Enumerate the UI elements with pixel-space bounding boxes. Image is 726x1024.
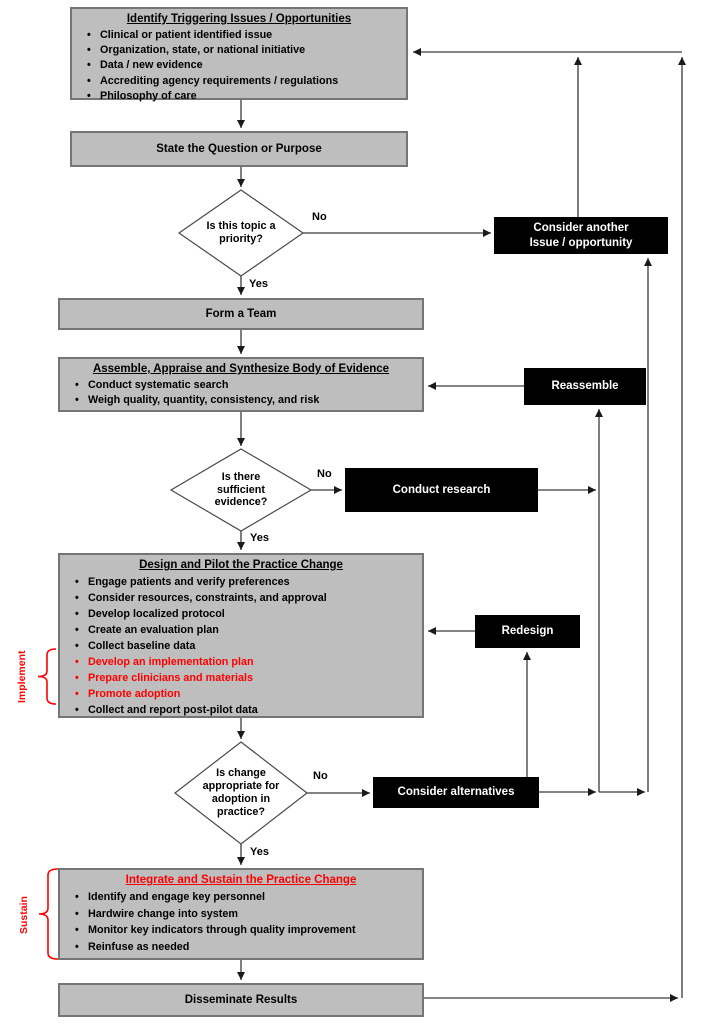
design-pilot-box-title: Design and Pilot the Practice Change <box>139 559 343 571</box>
disseminate-label: Disseminate Results <box>184 994 298 1006</box>
no-label-priority: No <box>312 211 327 223</box>
bullet-item: • Collect and report post-pilot data <box>73 702 416 718</box>
no-label-adoption: No <box>313 770 328 782</box>
identify-box <box>70 7 408 100</box>
priority-diamond-label: Is this topic a priority? <box>206 220 276 245</box>
conduct-research-label: Conduct research <box>392 483 491 496</box>
bullet-item: • Accrediting agency requirements / regulations <box>85 74 400 89</box>
bullet-item: • Hardwire change into system <box>73 906 416 923</box>
assemble-bullets <box>60 377 422 408</box>
bullet-item: • Promote adoption <box>73 686 416 702</box>
no-label-evidence: No <box>317 468 332 480</box>
integrate-sustain-bullets <box>60 888 422 955</box>
bullet-item: • Prepare clinicians and materials <box>73 670 416 686</box>
bullet-item: • Organization, state, or national initiative <box>85 43 400 58</box>
integrate-sustain-box <box>58 868 424 960</box>
bullet-item: • Clinical or patient identified issue <box>85 28 400 43</box>
reassemble-box <box>524 368 646 405</box>
design-pilot-box <box>58 553 424 718</box>
implement-phase-label: Implement <box>16 650 28 704</box>
form-team-box <box>58 298 424 330</box>
reassemble-label: Reassemble <box>551 380 619 393</box>
conduct-research-box <box>345 468 538 512</box>
state-question-label: State the Question or Purpose <box>156 143 322 155</box>
bullet-item: • Create an evaluation plan <box>73 622 416 638</box>
bullet-item: • Develop an implementation plan <box>73 654 416 670</box>
consider-another-line1: Consider another <box>533 222 629 235</box>
bullet-item: • Conduct systematic search <box>73 378 416 393</box>
yes-label-evidence: Yes <box>250 532 269 544</box>
integrate-sustain-box-title: Integrate and Sustain the Practice Change <box>125 874 357 886</box>
assemble-box-title: Assemble, Appraise and Synthesize Body of Evidence <box>92 363 390 375</box>
bullet-item: • Data / new evidence <box>85 58 400 73</box>
redesign-label: Redesign <box>501 625 554 638</box>
redesign-box <box>475 615 580 648</box>
consider-alternatives-box <box>373 777 539 808</box>
adoption-diamond-label: Is change appropriate for adoption in practice? <box>202 767 280 818</box>
sustain-phase-label: Sustain <box>18 896 30 934</box>
sustain-brace <box>39 869 58 959</box>
bullet-item: • Collect baseline data <box>73 638 416 654</box>
identify-box-title: Identify Triggering Issues / Opportunities <box>126 13 352 25</box>
consider-another-box <box>494 217 668 254</box>
disseminate-box <box>58 983 424 1017</box>
bullet-item: • Identify and engage key personnel <box>73 889 416 906</box>
form-team-label: Form a Team <box>205 308 277 320</box>
bullet-item: • Consider resources, constraints, and approval <box>73 590 416 606</box>
design-pilot-bullets <box>60 573 422 718</box>
yes-label-adoption: Yes <box>250 846 269 858</box>
bullet-item: • Monitor key indicators through quality improvement <box>73 922 416 939</box>
state-question-box <box>70 131 408 167</box>
assemble-box <box>58 357 424 412</box>
yes-label-priority: Yes <box>249 278 268 290</box>
consider-alternatives-label: Consider alternatives <box>397 786 515 799</box>
bullet-item: • Develop localized protocol <box>73 606 416 622</box>
identify-bullets <box>72 27 406 104</box>
bullet-item: • Reinfuse as needed <box>73 939 416 956</box>
bullet-item: • Engage patients and verify preferences <box>73 574 416 590</box>
implement-brace <box>38 649 56 704</box>
consider-another-line2: Issue / opportunity <box>529 236 633 249</box>
bullet-item: • Philosophy of care <box>85 89 400 104</box>
evidence-diamond-label: Is there sufficient evidence? <box>214 470 268 509</box>
bullet-item: • Weigh quality, quantity, consistency, and risk <box>73 393 416 408</box>
